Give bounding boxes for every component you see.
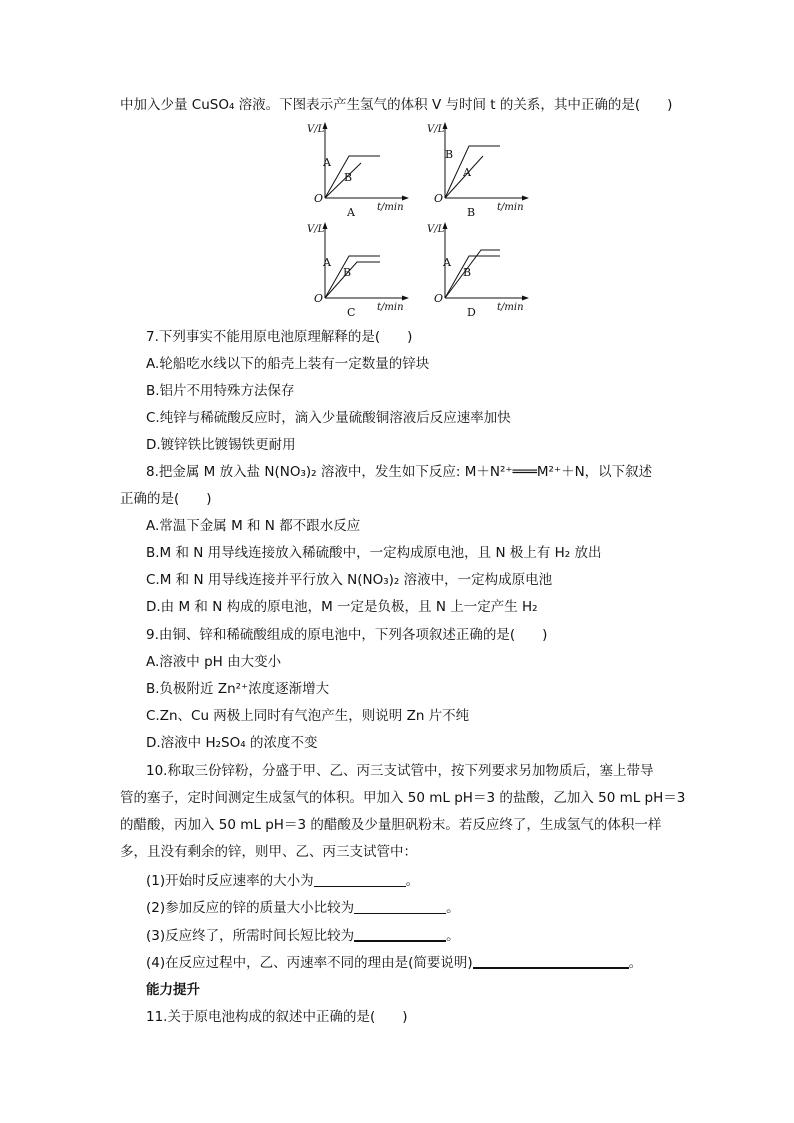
graph-d-svg — [425, 218, 535, 318]
graph-b-origin: O — [434, 192, 444, 205]
q10-sub3 — [146, 926, 460, 945]
q7-option-c: C.纯锌与稀硫酸反应时，滴入少量硫酸铜溶液后反应速率加快 — [146, 410, 511, 426]
q7-stem: 7.下列事实不能用原电池原理解释的是( ) — [146, 329, 413, 345]
graph-d-line-a: A — [443, 256, 451, 269]
q10-sub3-end: 。 — [446, 928, 460, 944]
section-title: 能力提升 — [146, 982, 200, 998]
q9-option-c: C.Zn、Cu 两极上同时有气泡产生，则说明 Zn 片不纯 — [146, 708, 470, 724]
graph-c-origin: O — [314, 292, 324, 305]
q9-option-a: A.溶液中 pH 由大变小 — [146, 654, 282, 670]
q10-line3: 的醋酸，丙加入 50 mL pH＝3 的醋酸及少量胆矾粉末。若反应终了，生成氢气的体积一样 — [120, 817, 662, 833]
q10-sub3-blank[interactable] — [354, 926, 446, 942]
q10-sub4-end: 。 — [628, 955, 643, 971]
q10-sub4 — [146, 953, 642, 972]
q10-sub4-text: (4)在反应过程中，乙、丙速率不同的理由是(简要说明) — [146, 955, 473, 971]
q8-option-d: D.由 M 和 N 构成的原电池，M 一定是负极，且 N 上一定产生 H₂ — [146, 599, 538, 615]
graph-a-ylabel: V/L — [307, 124, 325, 135]
q10-sub1-end: 。 — [405, 873, 420, 889]
graph-c-ylabel: V/L — [307, 224, 325, 235]
graph-d-xlabel: t/min — [497, 302, 524, 313]
q7-option-b: B.铝片不用特殊方法保存 — [146, 383, 295, 399]
q9-option-b: B.负极附近 Zn²⁺浓度逐渐增大 — [146, 681, 330, 697]
intro-line: 中加入少量 CuSO₄ 溶液。下图表示产生氢气的体积 V 与时间 t 的关系，其中正确的是( ) — [120, 97, 673, 113]
q8-stem-line1: 8.把金属 M 放入盐 N(NO₃)₂ 溶液中，发生如下反应: M＋N²⁺═══M²⁺＋N，以下叙述 — [146, 464, 653, 480]
q9-stem: 9.由铜、锌和稀硫酸组成的原电池中，下列各项叙述正确的是( ) — [146, 627, 548, 643]
graph-b-svg — [425, 118, 535, 218]
q8-option-c: C.M 和 N 用导线连接并平行放入 N(NO₃)₂ 溶液中，一定构成原电池 — [146, 572, 553, 588]
q10-sub2-text: (2)参加反应的锌的质量大小比较为 — [146, 900, 355, 916]
q10-sub1 — [146, 872, 419, 890]
graph-c-caption: C — [347, 306, 356, 319]
graph-a-svg — [305, 118, 415, 218]
graph-d — [425, 218, 535, 322]
graph-a-line-a: A — [323, 156, 331, 169]
q11-stem: 11.关于原电池构成的叙述中正确的是( ) — [146, 1009, 408, 1025]
graph-c-line-a: A — [323, 256, 331, 269]
q10-line4: 多，且没有剩余的锌，则甲、乙、丙三支试管中： — [120, 844, 417, 860]
graph-c — [305, 218, 415, 322]
graph-b — [425, 118, 535, 222]
graph-a-caption: A — [347, 206, 355, 219]
q8-option-b: B.M 和 N 用导线连接放入稀硫酸中，一定构成原电池，且 N 极上有 H₂ 放出 — [146, 545, 602, 561]
q10-line1: 10.称取三份锌粉，分盛于甲、乙、丙三支试管中，按下列要求另加物质后，塞上带导 — [146, 763, 654, 779]
graph-b-ylabel: V/L — [427, 124, 445, 135]
q10-sub2-blank[interactable] — [354, 899, 446, 914]
graph-b-caption: B — [467, 206, 476, 219]
graph-c-xlabel: t/min — [377, 302, 404, 313]
q8-stem-line2: 正确的是( ) — [120, 491, 212, 507]
q10-sub3-text: (3)反应终了，所需时间长短比较为 — [146, 928, 355, 944]
graph-a-origin: O — [314, 192, 324, 205]
graph-c-svg — [305, 218, 415, 318]
graph-d-line-b: B — [463, 266, 472, 279]
graph-d-caption: D — [467, 306, 476, 319]
q8-option-a: A.常温下金属 M 和 N 都不跟水反应 — [146, 518, 361, 534]
q7-option-d: D.镀锌铁比镀锡铁更耐用 — [146, 437, 296, 453]
q10-sub2 — [146, 899, 460, 917]
graph-a-line-b: B — [344, 171, 353, 184]
graph-b-line-a: A — [463, 166, 471, 179]
graph-b-xlabel: t/min — [497, 202, 524, 213]
graph-c-line-b: B — [343, 266, 352, 279]
q10-line2: 管的塞子，定时间测定生成氢气的体积。甲加入 50 mL pH＝3 的盐酸，乙加入 50 mL pH＝3 — [120, 790, 686, 806]
q10-sub2-end: 。 — [446, 900, 460, 916]
graph-a-xlabel: t/min — [377, 202, 404, 213]
graph-b-line-b: B — [445, 148, 454, 161]
q7-option-a: A.轮船吃水线以下的船壳上装有一定数量的锌块 — [146, 356, 430, 372]
q10-sub1-blank[interactable] — [314, 872, 406, 887]
graph-a — [305, 118, 415, 222]
graph-d-ylabel: V/L — [427, 224, 445, 235]
q10-sub4-blank[interactable] — [473, 953, 629, 969]
q10-sub1-text: (1)开始时反应速率的大小为 — [146, 873, 314, 889]
q9-option-d: D.溶液中 H₂SO₄ 的浓度不变 — [146, 735, 318, 751]
graph-d-origin: O — [434, 292, 444, 305]
